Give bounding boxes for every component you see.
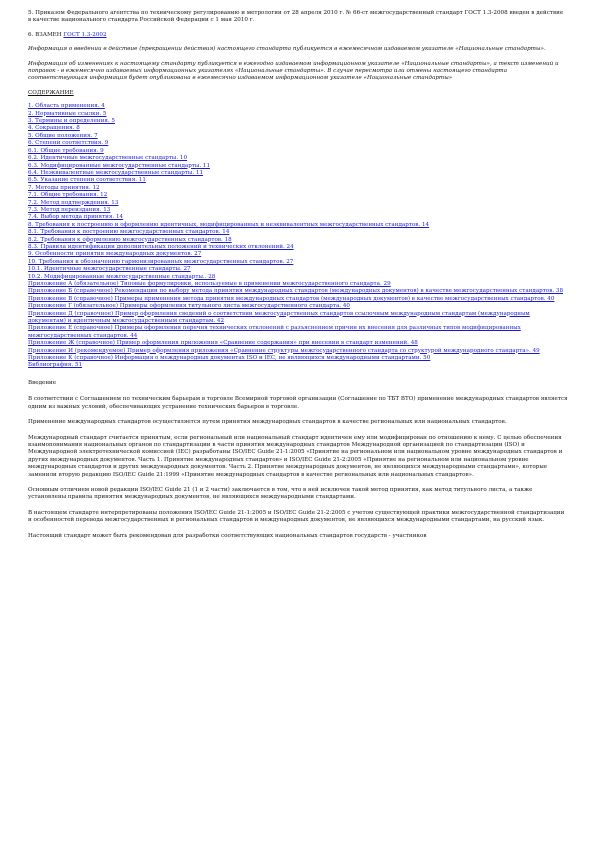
- toc-link[interactable]: Приложение Г (обязательное) Примеры оформления титульного листа межгосударственного стандарта. 40: [28, 303, 350, 310]
- intro-paragraph: Основным отличием новой редакции ISO/IEC Guide 21 (1 и 2 части) заключается в том, что в ней исключен такой метод принятия, как метод титульного листа, а также установлены правила принятия международных документов, не являющихся международными стандартами.: [28, 486, 533, 501]
- toc-link[interactable]: Приложение И (рекомендуемое) Пример оформления приложения «Сравнение структуры межгосударственного стандарта со структурой международного стандарта». 49: [28, 347, 540, 354]
- toc-link[interactable]: 6.4. Неэквивалентные межгосударственные стандарты. 11: [28, 169, 204, 176]
- toc-link[interactable]: 2. Нормативные ссылки. 5: [28, 110, 107, 117]
- toc-title: СОДЕРЖАНИЕ: [28, 89, 74, 96]
- table-of-contents: [28, 103, 568, 370]
- introduction-heading: Введение: [28, 379, 57, 386]
- replaced-standard-link[interactable]: ГОСТ 1.3-2002: [63, 31, 107, 38]
- toc-link[interactable]: 6.3. Модифицированные межгосударственные стандарты. 11: [28, 162, 211, 169]
- toc-link[interactable]: Приложение Ж (справочное) Пример оформления приложения «Сравнение содержания» при внесении в стандарт изменений. 48: [28, 340, 418, 347]
- introduction-body: [28, 396, 568, 540]
- intro-paragraph: Международный стандарт считается принятым, если региональный или национальный стандарт идентичен ему или модифицирован по отношению к нему. С целью обеспечения взаимопонимания национальных органов по стандартизации в части принятия международных стандартов Международной организацией по стандартизации (ISO) и Международной электротехнической комиссией (IEC) разработаны ISO/IEC Guide 21-1:2005 «Принятие на региональном или национальном уровне международных стандартов и других международных документов. Часть 1. Принятие международных стандартов» и ISO/IEC Guide 21-2:2005 «Принятие на региональном или национальном уровне международных стандартов и других международных документов. Часть 2. Принятие международных документов, не являющихся международными стандартами», которые заменили вторую редакцию ISO/IEC Guide 21:1999 «Принятие международных стандартов в качестве региональных или национальных стандартов».: [28, 434, 563, 478]
- intro-paragraph: Применение международных стандартов осуществляется путем принятия международных стандартов в качестве региональных или национальных стандартов.: [28, 419, 507, 426]
- toc-link[interactable]: Библиография. 51: [28, 362, 83, 369]
- toc-link[interactable]: Приложение Б (справочное) Рекомендации по выбору метода принятия международных стандартов (международных документов) в качестве межгосударственных стандартов. 38: [28, 288, 564, 295]
- toc-link[interactable]: Приложение В (справочное) Примеры применения метода принятия международных стандартов (международных документов) в качестве межгосударственных стандартов. 40: [28, 295, 555, 302]
- document-page: [28, 10, 568, 548]
- toc-link[interactable]: 7.1. Общие требования. 12: [28, 192, 108, 199]
- toc-link[interactable]: 6.1. Общие требования. 9: [28, 147, 104, 154]
- toc-link[interactable]: Приложение Е (справочное) Примеры оформления перечня технических отклонений с разъяснением причин их внесения для различных типов модифицированных межгосударственных стандартов. 44: [28, 325, 521, 339]
- toc-link[interactable]: 8.2. Требования к оформлению межгосударственных стандартов. 18: [28, 236, 232, 243]
- toc-link[interactable]: 10.2. Модифицированные межгосударственные стандарты.. 28: [28, 273, 216, 280]
- toc-link[interactable]: Приложение А (обязательное) Типовые формулировки, используемые в применении межгосударственного стандарта. 29: [28, 281, 391, 287]
- toc-link[interactable]: 9. Особенности принятия международных документов. 27: [28, 251, 202, 258]
- toc-link[interactable]: 7. Методы принятия. 12: [28, 184, 100, 191]
- toc-link[interactable]: Приложение Д (справочное) Пример оформления сведений о соответствии межгосударственных стандартов ссылочным международным стандартам (международным документам) и идентичным межгосударственным стандартам. 42: [28, 310, 530, 325]
- toc-link[interactable]: 7.3. Метод переиздания. 13: [28, 206, 111, 213]
- toc-link[interactable]: 8. Требования к построению и оформлению идентичных, модифицированных и неэквивалентных межгосударственных стандартов. 14: [28, 221, 430, 228]
- toc-link[interactable]: 3. Термины и определения. 5: [28, 118, 115, 125]
- toc-link[interactable]: 6. Степени соответствия. 9: [28, 140, 109, 147]
- enactment-note: 5. Приказом Федерального агентства по техническому регулированию и метрологии от 28 апреля 2010 г. № 66-ст межгосударственный стандарт ГОСТ 1.3-2008 введен в действие в качестве национального стандарта Российской Федерации с 1 мая 2010 г.: [28, 10, 564, 24]
- toc-link[interactable]: 5. Общие положения. 7: [28, 132, 98, 139]
- toc-link[interactable]: 1. Область применения. 4: [28, 103, 105, 110]
- toc-link[interactable]: 10. Требования к обозначению гармонизированных межгосударственных стандартов. 27: [28, 258, 294, 265]
- publication-info: Информация о введении в действие (прекращении действия) настоящего стандарта публикуется в ежемесячном издаваемом указателе «Национальные стандарты».: [28, 46, 546, 53]
- toc-link[interactable]: 10.1. Идентичные межгосударственные стандарты. 27: [28, 266, 191, 273]
- intro-paragraph: В соответствии с Соглашением по техническим барьерам в торговле Всемирной торговой организации (Соглашение по ТБТ ВТО) применение международных стандартов является одним из важных условий, обеспечивающих устранение технических барьеров в торговле.: [28, 396, 568, 410]
- toc-link[interactable]: 8.3. Правила идентификации дополнительных положений и технических отклонений. 24: [28, 243, 294, 250]
- toc-link[interactable]: 6.2. Идентичные межгосударственные стандарты. 10: [28, 155, 188, 162]
- toc-link[interactable]: 7.4. Выбор метода принятия. 14: [28, 214, 124, 221]
- toc-link[interactable]: 6.5. Указание степени соответствия. 11: [28, 177, 146, 184]
- toc-link[interactable]: 4. Сокращения. 8: [28, 125, 80, 132]
- intro-paragraph: В настоящем стандарте интерпретированы положения ISO/IEC Guide 21-1:2005 и ISO/IEC Guide 21-2:2005 с учетом существующей практики межгосударственной стандартизации и особенностей перевода межгосударственных и региональных стандартов и международных документов, не являющихся международными стандартами, на русский язык.: [28, 509, 565, 524]
- toc-link[interactable]: 7.2. Метод подтверждения. 13: [28, 199, 119, 206]
- replacement-line: [28, 32, 568, 39]
- toc-link[interactable]: 8.1. Требования к построению межгосударственных стандартов. 14: [28, 229, 230, 236]
- toc-link[interactable]: Приложение К (справочное) Информация о международных документах ISO и IEC, не являющихся международными стандартами. 50: [28, 355, 431, 362]
- replacement-prefix: 6. ВЗАМЕН: [28, 31, 64, 38]
- amendment-info: Информация об изменениях к настоящему стандарту публикуется в ежегодно издаваемом информационном указателе «Национальные стандарты», а текст изменений и поправок - в ежемесячно издаваемых информационных указателях «Национальные стандарты». В случае пересмотра или отмены настоящего стандарта соответствующая информация будет опубликована в ежемесячно издаваемом информационном указателе «Национальные стандарты»: [28, 60, 559, 82]
- intro-paragraph: Настоящий стандарт может быть рекомендован для разработки соответствующих национальных стандартов государств - участников: [28, 532, 427, 539]
